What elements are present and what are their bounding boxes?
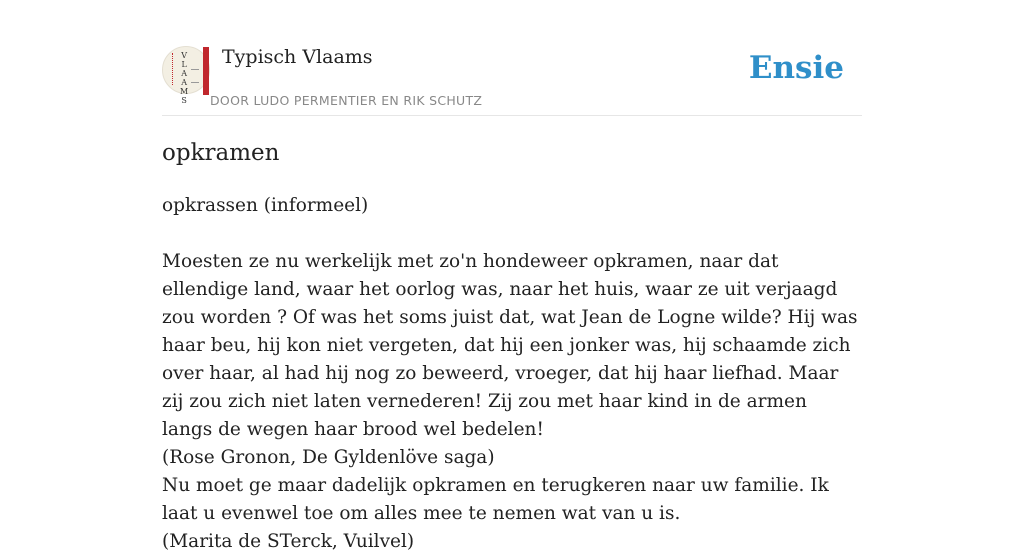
quote-text: Moesten ze nu werkelijk met zo'n hondeweer opkramen, naar dat ellendige land, waar het oorlog was, naar het huis, waar ze uit verjaagd zou worden ? Of was het soms juist dat, wat Jean de Logne wilde? Hij was haar beu, hij kon niet vergeten, dat hij een jonker was, hij schaamde zich over haar, al had hij nog zo beweerd, vroeger, dat hij haar liefhad. Maar zij zou zich niet laten vernederen! Zij zou met haar kind in de armen langs de wegen haar brood wel bedelen! [162,251,858,440]
book-title[interactable]: Typisch Vlaams [222,46,373,68]
cover-dots [172,53,175,85]
book-cover-icon[interactable] [162,46,210,105]
header [162,0,862,116]
page [162,0,862,552]
quote-text: Nu moet ge maar dadelijk opkramen en terugkeren naar uw familie. Ik laat u evenwel toe om alles mee te nemen wat van u is. [162,475,829,524]
book-authors: DOOR LUDO PERMENTIER EN RIK SCHUTZ [210,93,483,108]
paragraph-gap [162,220,862,248]
brand-logo-link[interactable]: Ensie [748,50,844,86]
quote-source: (Marita de STerck, Vuilvel) [162,531,415,552]
entry-body [162,192,862,556]
cover-lines [191,69,199,83]
cover-accent-bar [203,47,209,95]
quote-source: (Rose Gronon, De Gyldenlöve saga) [162,447,495,468]
entry-word: opkramen [162,140,280,166]
cover-letters: V L A A M S [180,51,189,105]
entry-definition: opkrassen (informeel) [162,195,369,216]
